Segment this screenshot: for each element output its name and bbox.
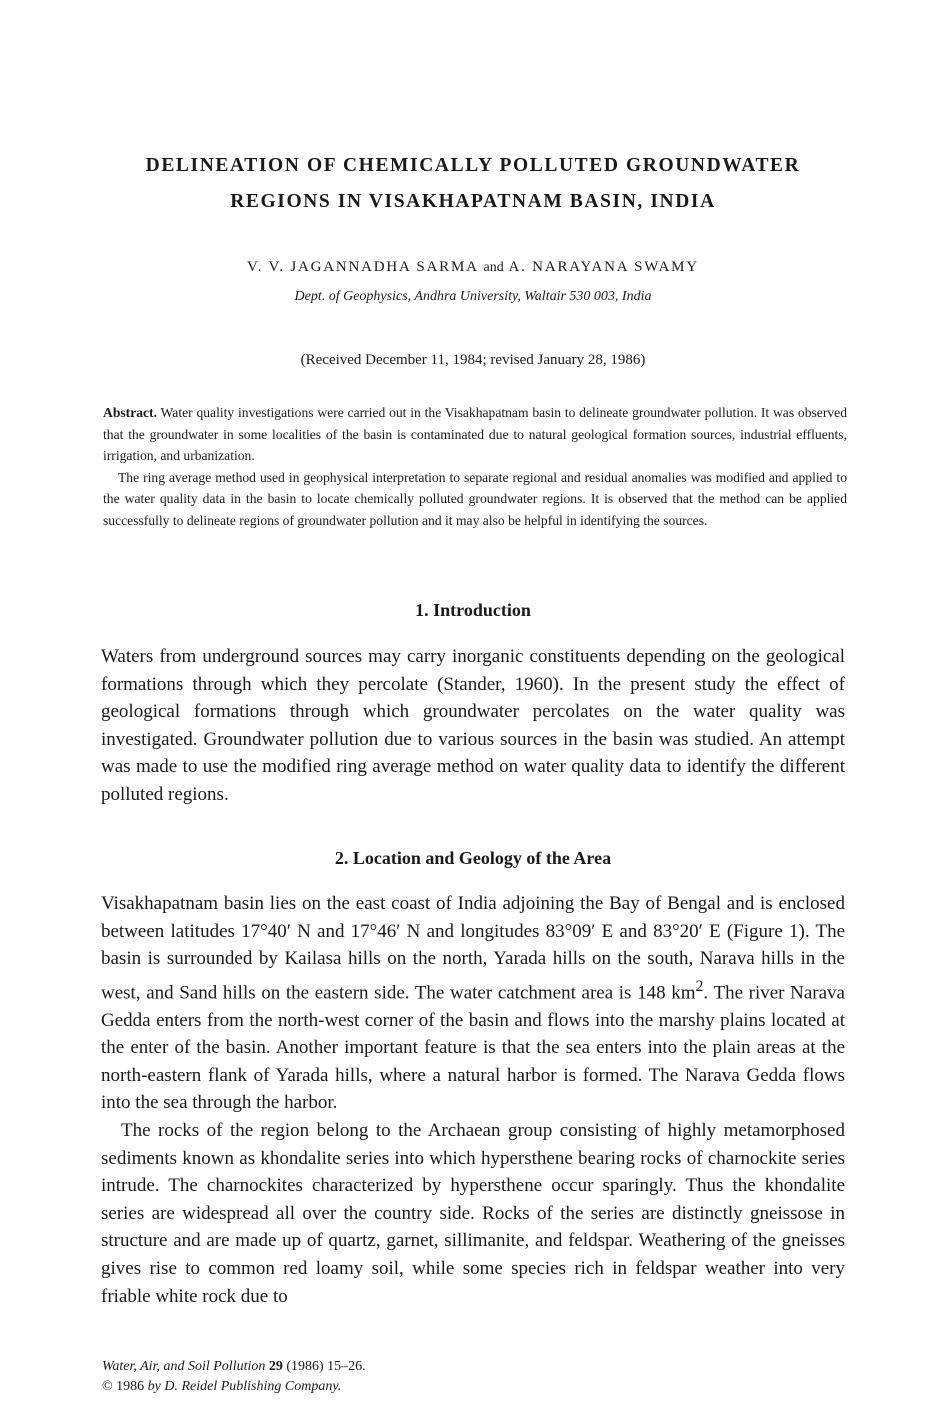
abstract — [103, 402, 847, 531]
abstract-text-1: Water quality investigations were carried out in the Visakhapatnam basin to delineate groundwater pollution. It was observed that the groundwater in some localities of the basin is contaminated due to natural geological formation sources, industrial effluents, irrigation, and urbanization. — [103, 405, 847, 463]
journal-name: Water, Air, and Soil Pollution — [102, 1359, 266, 1374]
journal-volume: 29 — [268, 1359, 283, 1374]
author-conjunction: and — [483, 260, 504, 275]
received-dates: (Received December 11, 1984; revised January 28, 1986) — [300, 352, 646, 368]
location-text-a: Visakhapatnam basin lies on the east coast of India adjoining the Bay of Bengal and is enclosed between latitudes 17°40′ N and 17°46′ N and longitudes 83°09′ E and 83°20′ E (Figure 1). The basin is surrounded by Kailasa hills on the north, Yarada hills on the south, Narava hills in the west, and Sand hills on the eastern side. The water catchment area is 148 km — [101, 893, 845, 1004]
author-2: A. NARAYANA SWAMY — [508, 259, 699, 275]
copyright-line — [102, 1377, 366, 1397]
journal-citation — [102, 1357, 366, 1377]
location-paragraph-1 — [101, 890, 845, 1117]
introduction-paragraph-1: Waters from underground sources may carry inorganic constituents depending on the geological formations through which they percolate (Stander, 1960). In the present study the effect of geological formations through which groundwater percolates on the water quality was investigated. Groundwater pollution due to various sources in the basin was studied. An attempt was made to use the modified ring average method on water quality data to identify the different polluted regions. — [101, 646, 845, 805]
abstract-paragraph-1 — [103, 402, 847, 467]
copyright-year: 1986 — [116, 1379, 145, 1394]
author-list — [0, 259, 946, 276]
paper-title — [0, 148, 946, 220]
section-heading-location-geology: 2. Location and Geology of the Area — [334, 848, 612, 868]
journal-footer — [102, 1357, 366, 1397]
location-text-b: . The river Narava Gedda enters from the north-west corner of the basin and flows into the marshy plains located at the enter of the basin. Another important feature is that the sea enters into the plain areas at the north-eastern flank of Yarada hills, where a natural harbor is formed. The Narava Gedda flows into the sea through the harbor. — [101, 982, 845, 1114]
introduction-body — [101, 643, 845, 809]
location-geology-body — [101, 890, 845, 1310]
area-superscript: 2 — [695, 977, 704, 995]
publisher: by D. Reidel Publishing Company. — [147, 1379, 342, 1394]
title-line-2: REGIONS IN VISAKHAPATNAM BASIN, INDIA — [230, 191, 716, 212]
abstract-label: Abstract. — [103, 405, 157, 420]
geology-paragraph-2: The rocks of the region belong to the Archaean group consisting of highly metamorphosed sediments known as khondalite series into which hypersthene bearing rocks of charnockite series intrude. The charnockites characterized by hypersthene occur sparingly. Thus the khondalite series are widespread all over the country side. Rocks of the series are distinctly gneissose in structure and are made up of quartz, garnet, sillimanite, and feldspar. Weathering of the gneisses gives rise to common red loamy soil, while some species rich in feldspar weather into very friable white rock due to — [101, 1120, 845, 1307]
section-heading-introduction: 1. Introduction — [415, 600, 531, 620]
author-1: V. V. JAGANNADHA SARMA — [247, 259, 478, 275]
copyright-symbol: © — [102, 1379, 113, 1394]
title-line-1: DELINEATION OF CHEMICALLY POLLUTED GROUNDWATER — [145, 155, 801, 176]
abstract-paragraph-2: The ring average method used in geophysical interpretation to separate regional and residual anomalies was modified and applied to the water quality data in the basin to locate chemically polluted groundwater regions. It is observed that the method can be applied successfully to delineate regions of groundwater pollution and it may also be helpful in identifying the sources. — [103, 469, 847, 528]
affiliation: Dept. of Geophysics, Andhra University, Waltair 530 003, India — [294, 289, 652, 304]
journal-year-pages: (1986) 15–26. — [286, 1359, 366, 1374]
